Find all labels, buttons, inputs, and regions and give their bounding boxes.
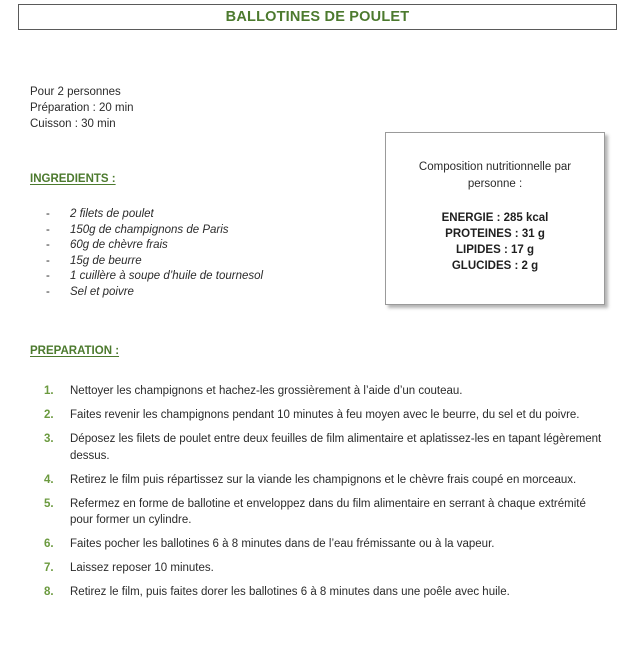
step-text: Retirez le film, puis faites dorer les ballotines 6 à 8 minutes dans une poêle avec huile. <box>70 586 510 598</box>
bullet-dash-icon: - <box>46 254 50 267</box>
step-number: 2. <box>44 409 54 421</box>
meta-preparation-time: Préparation : 20 min <box>30 102 134 114</box>
recipe-title-box <box>18 4 617 30</box>
list-item <box>46 238 263 254</box>
list-item <box>44 383 608 400</box>
ingredient-label: 2 filets de poulet <box>70 208 154 220</box>
ingredients-heading: INGREDIENTS : <box>30 173 116 185</box>
nutrition-carbohydrates: GLUCIDES : 2 g <box>451 260 539 272</box>
ingredient-label: 1 cuillère à soupe d’huile de tournesol <box>70 270 264 283</box>
nutrition-proteins: PROTEINES : 31 g <box>445 228 545 240</box>
bullet-dash-icon: - <box>46 270 50 283</box>
bullet-dash-icon: - <box>46 285 50 298</box>
bullet-dash-icon: - <box>46 223 50 236</box>
list-item <box>44 584 608 601</box>
list-item <box>46 207 263 223</box>
step-number: 1. <box>44 385 54 397</box>
ingredients-list <box>46 207 263 301</box>
recipe-meta <box>30 84 134 132</box>
list-item <box>46 285 263 301</box>
preparation-heading: PREPARATION : <box>30 345 120 357</box>
ingredient-label: 15g de beurre <box>70 254 142 267</box>
step-text: Laissez reposer 10 minutes. <box>70 562 214 574</box>
nutrition-card-title: Composition nutritionnelle par personne : <box>418 161 572 190</box>
list-item <box>46 223 263 239</box>
step-text: Faites revenir les champignons pendant 10 minutes à feu moyen avec le beurre, du sel et du poivre. <box>70 409 580 421</box>
step-text: Faites pocher les ballotines 6 à 8 minutes dans de l’eau frémissante ou à la vapeur. <box>70 538 495 550</box>
step-text: Nettoyer les champignons et hachez-les grossièrement à l’aide d’un couteau. <box>70 385 463 397</box>
list-item <box>44 431 608 464</box>
step-text: Refermez en forme de ballotine et enveloppez dans du film alimentaire en serrant à chaque extrémité pour former un cylindre. <box>70 497 586 526</box>
list-item <box>44 536 608 553</box>
step-text: Déposez les filets de poulet entre deux feuilles de film alimentaire et aplatissez-les en tapant légèrement dessus. <box>70 433 602 462</box>
step-text: Retirez le film puis répartissez sur la viande les champignons et le chèvre frais coupé en morceaux. <box>70 473 577 486</box>
page-title: BALLOTINES DE POULET <box>225 9 410 25</box>
step-number: 4. <box>44 473 54 486</box>
step-number: 6. <box>44 538 54 550</box>
preparation-steps-list <box>44 383 608 608</box>
list-item <box>44 407 608 424</box>
step-number: 5. <box>44 497 54 510</box>
nutrition-card <box>385 132 605 305</box>
list-item <box>46 254 263 270</box>
list-item <box>46 269 263 285</box>
meta-servings: Pour 2 personnes <box>30 86 121 98</box>
step-number: 3. <box>44 433 54 445</box>
bullet-dash-icon: - <box>46 208 50 220</box>
nutrition-values <box>442 210 549 274</box>
list-item <box>44 560 608 577</box>
list-item <box>44 496 608 529</box>
ingredient-label: 150g de champignons de Paris <box>70 223 229 236</box>
ingredient-label: 60g de chèvre frais <box>70 239 168 252</box>
list-item <box>44 472 608 489</box>
ingredient-label: Sel et poivre <box>70 285 134 298</box>
meta-cooking-time: Cuisson : 30 min <box>30 118 116 130</box>
step-number: 7. <box>44 562 54 574</box>
nutrition-energy: ENERGIE : 285 kcal <box>441 212 549 224</box>
nutrition-lipids: LIPIDES : 17 g <box>456 244 534 256</box>
bullet-dash-icon: - <box>46 239 50 252</box>
step-number: 8. <box>44 586 54 598</box>
